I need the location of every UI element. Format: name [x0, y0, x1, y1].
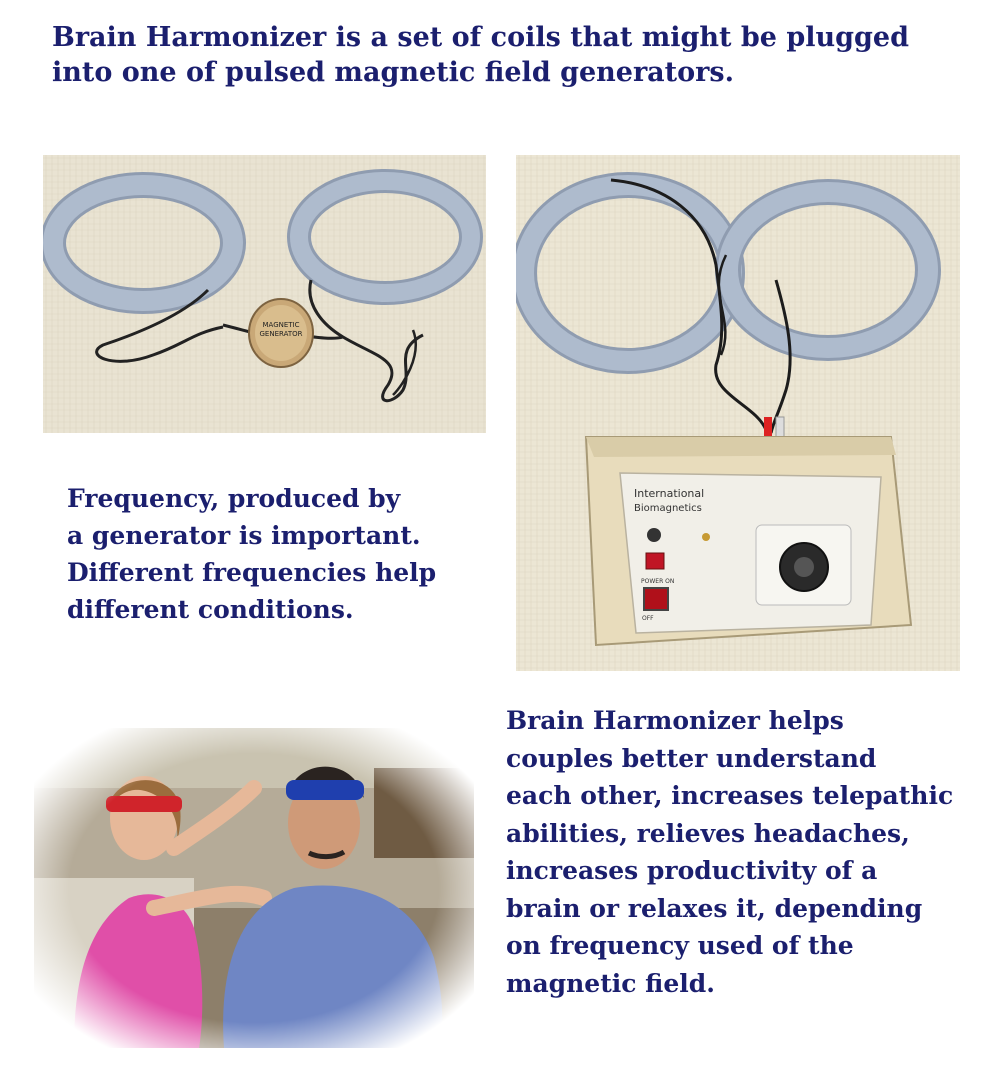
generator-photo — [516, 155, 960, 671]
generator-label: MAGNETIC — [262, 321, 300, 329]
benefits-paragraph — [506, 702, 976, 1002]
small-knob — [647, 528, 661, 542]
coils-photo — [43, 155, 486, 433]
brand-label: Biomagnetics — [634, 503, 702, 514]
power-switch — [644, 588, 668, 610]
text-line: each other, increases telepathic — [506, 781, 954, 810]
text-line: Brain Harmonizer helps — [506, 706, 844, 735]
text-line: a generator is important. — [67, 521, 421, 550]
couple-photo — [34, 728, 474, 1048]
heading-line: into one of pulsed magnetic field generators. — [52, 57, 734, 88]
text-line: brain or relaxes it, depending — [506, 893, 923, 923]
text-line: Frequency, produced by — [67, 484, 401, 513]
text-line: increases productivity of a — [506, 856, 878, 885]
indicator-light — [646, 553, 664, 569]
page-heading — [52, 20, 952, 90]
heading-line: Brain Harmonizer is a set of coils that might be plugged — [52, 22, 909, 53]
power-label: POWER ON — [641, 578, 675, 585]
generator-label: GENERATOR — [259, 330, 303, 338]
text-line: different conditions. — [67, 595, 354, 624]
text-line: abilities, relieves headaches, — [506, 818, 910, 848]
text-line: magnetic field. — [506, 968, 715, 998]
text-line: on frequency used of the — [506, 931, 854, 960]
frequency-paragraph — [67, 480, 487, 628]
brand-label: International — [634, 487, 705, 500]
text-line: couples better understand — [506, 743, 877, 773]
text-line: Different frequencies help — [67, 558, 437, 587]
off-label: OFF — [642, 615, 654, 622]
